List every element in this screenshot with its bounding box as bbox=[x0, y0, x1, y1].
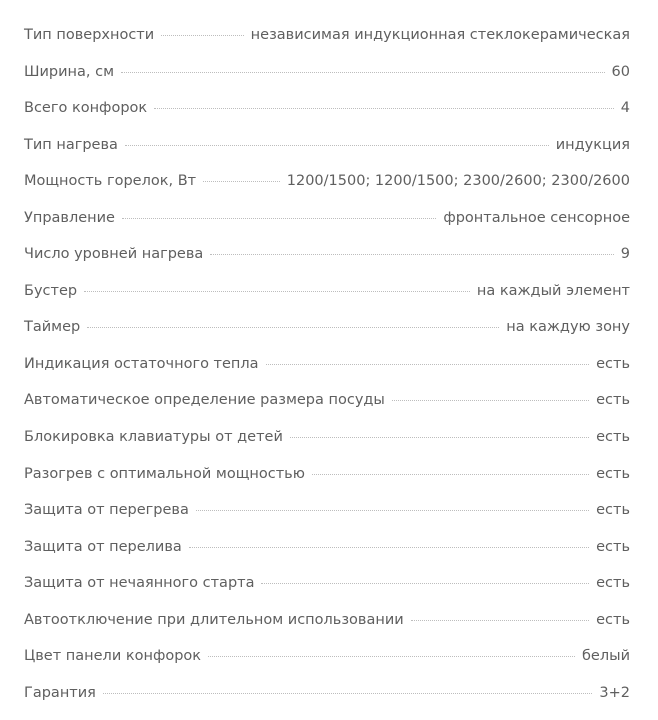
spec-row-warranty bbox=[24, 684, 630, 720]
spec-row-residual-heat bbox=[24, 355, 630, 392]
spec-row-overheat-protection bbox=[24, 501, 630, 538]
spec-row-control bbox=[24, 209, 630, 246]
spec-row-surface-type bbox=[24, 26, 630, 63]
spec-value: есть bbox=[596, 355, 630, 372]
dotted-leader bbox=[312, 474, 589, 475]
dotted-leader bbox=[203, 181, 280, 182]
spec-label: Тип поверхности bbox=[24, 27, 155, 43]
spec-value: есть bbox=[596, 538, 630, 555]
dotted-leader bbox=[189, 547, 589, 548]
spec-value: 9 bbox=[620, 246, 630, 263]
specifications-list bbox=[24, 26, 630, 720]
dotted-leader bbox=[103, 693, 592, 694]
spec-label: Автоотключение при длительном использовании bbox=[24, 611, 404, 628]
dotted-leader bbox=[392, 400, 589, 401]
spec-value: есть bbox=[596, 429, 630, 446]
spec-row-burner-power bbox=[24, 172, 630, 209]
dotted-leader bbox=[210, 254, 614, 255]
spec-row-timer bbox=[24, 318, 630, 355]
spec-label: Защита от перегрева bbox=[24, 502, 189, 519]
spec-row-heat-levels bbox=[24, 245, 630, 282]
spec-label: Таймер bbox=[24, 319, 81, 336]
spec-value: есть bbox=[596, 575, 630, 592]
spec-value: 60 bbox=[611, 63, 630, 80]
spec-value: на каждую зону bbox=[506, 319, 630, 336]
spec-value: независимая индукционная стеклокерамическая bbox=[250, 27, 630, 43]
spec-label: Гарантия bbox=[24, 684, 96, 701]
dotted-leader bbox=[125, 145, 549, 146]
spec-value: 3+2 bbox=[599, 684, 630, 701]
spec-row-width bbox=[24, 63, 630, 100]
spec-value: есть bbox=[596, 611, 630, 628]
spec-row-pan-detection bbox=[24, 391, 630, 428]
spec-row-auto-shutoff bbox=[24, 611, 630, 648]
spec-row-booster bbox=[24, 282, 630, 319]
spec-value: белый bbox=[581, 648, 630, 665]
spec-value: 4 bbox=[620, 100, 630, 117]
spec-label: Управление bbox=[24, 209, 115, 226]
dotted-leader bbox=[411, 620, 589, 621]
spec-value: фронтальное сенсорное bbox=[443, 209, 630, 226]
spec-label: Цвет панели конфорок bbox=[24, 648, 202, 665]
spec-value: на каждый элемент bbox=[476, 282, 630, 299]
dotted-leader bbox=[84, 291, 470, 292]
dotted-leader bbox=[122, 218, 436, 219]
dotted-leader bbox=[161, 35, 244, 36]
spec-label: Всего конфорок bbox=[24, 100, 148, 117]
spec-label: Защита от нечаянного старта bbox=[24, 575, 255, 592]
spec-label: Мощность горелок, Вт bbox=[24, 173, 197, 190]
spec-label: Число уровней нагрева bbox=[24, 246, 204, 263]
spec-row-burner-count bbox=[24, 99, 630, 136]
spec-label: Тип нагрева bbox=[24, 136, 118, 153]
spec-label: Бустер bbox=[24, 282, 78, 299]
spec-row-overflow-protection bbox=[24, 538, 630, 575]
dotted-leader bbox=[261, 583, 589, 584]
dotted-leader bbox=[208, 656, 575, 657]
dotted-leader bbox=[290, 437, 589, 438]
dotted-leader bbox=[121, 72, 604, 73]
spec-label: Разогрев с оптимальной мощностью bbox=[24, 465, 305, 482]
spec-row-child-lock bbox=[24, 428, 630, 465]
spec-label: Блокировка клавиатуры от детей bbox=[24, 429, 283, 446]
dotted-leader bbox=[266, 364, 590, 365]
spec-label: Индикация остаточного тепла bbox=[24, 355, 259, 372]
spec-row-optimal-heating bbox=[24, 465, 630, 502]
spec-label: Защита от перелива bbox=[24, 538, 182, 555]
spec-row-accidental-start-protection bbox=[24, 574, 630, 611]
spec-row-panel-color bbox=[24, 647, 630, 684]
spec-label: Ширина, см bbox=[24, 63, 115, 80]
spec-value: индукция bbox=[555, 136, 630, 153]
spec-label: Автоматическое определение размера посуды bbox=[24, 392, 385, 409]
dotted-leader bbox=[196, 510, 589, 511]
spec-value: есть bbox=[596, 502, 630, 519]
dotted-leader bbox=[87, 327, 499, 328]
dotted-leader bbox=[154, 108, 614, 109]
spec-row-heating-type bbox=[24, 136, 630, 173]
spec-value: есть bbox=[596, 392, 630, 409]
spec-value: 1200/1500; 1200/1500; 2300/2600; 2300/2600 bbox=[286, 173, 630, 190]
spec-value: есть bbox=[596, 465, 630, 482]
